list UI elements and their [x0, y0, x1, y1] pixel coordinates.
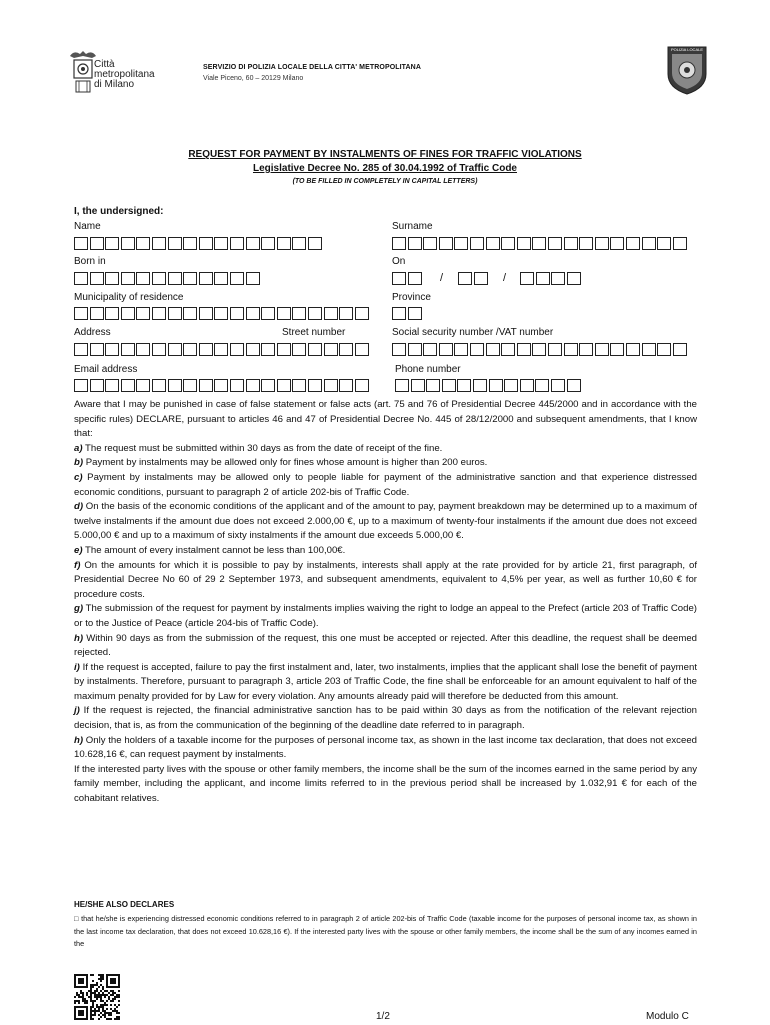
char-box[interactable]: [121, 343, 135, 356]
char-box[interactable]: [183, 272, 197, 285]
char-box[interactable]: [657, 343, 671, 356]
char-box[interactable]: [168, 343, 182, 356]
char-box[interactable]: [392, 237, 406, 250]
char-box[interactable]: [535, 379, 549, 392]
item-key: b): [74, 457, 84, 469]
char-box[interactable]: [183, 237, 197, 250]
char-box[interactable]: [551, 379, 565, 392]
item-text: Within 90 days as from the submission of the request, this one must be accepted or rejected. After this deadline, the request shall be deemed rejected.: [74, 632, 697, 659]
char-box[interactable]: [486, 343, 500, 356]
declaration-final: If the interested party lives with the spouse or other family members, the income shall be the sum of the incomes earned in the same period by any family member, including the applicant, and income limits referred to in the previous period shall be increased by 1.032,91 € for each of the cohabitant relatives.: [74, 763, 697, 805]
char-box[interactable]: [595, 343, 609, 356]
address-label: Address: [74, 327, 111, 338]
char-box[interactable]: [439, 343, 453, 356]
item-text: Payment by instalments may be allowed only to people liable for payment of the administrative sanction and that experience distressed economic conditions, pursuant to paragraph 2 of article 202-bis of Traffic Code.: [74, 471, 697, 498]
service-address: Viale Piceno, 60 – 20129 Milano: [203, 75, 304, 82]
char-box[interactable]: [408, 307, 422, 320]
char-box[interactable]: [121, 307, 135, 320]
surname-label: Surname: [392, 221, 433, 232]
item-text: The amount of every instalment cannot be less than 100,00€.: [82, 544, 346, 556]
province-input[interactable]: [392, 307, 422, 320]
email-label: Email address: [74, 364, 138, 375]
char-box[interactable]: [74, 307, 88, 320]
char-box[interactable]: [292, 237, 306, 250]
char-box[interactable]: [408, 272, 422, 285]
surname-input[interactable]: [392, 237, 687, 250]
police-badge: [665, 44, 709, 96]
char-box[interactable]: [214, 307, 228, 320]
char-box[interactable]: [199, 272, 213, 285]
char-box[interactable]: [90, 343, 104, 356]
module-label: Modulo C: [646, 1011, 689, 1022]
char-box[interactable]: [324, 307, 338, 320]
char-box[interactable]: [261, 343, 275, 356]
char-box[interactable]: [152, 272, 166, 285]
char-box[interactable]: [183, 343, 197, 356]
char-box[interactable]: [355, 343, 369, 356]
char-box[interactable]: [308, 379, 322, 392]
char-box[interactable]: [246, 237, 260, 250]
char-box[interactable]: [90, 379, 104, 392]
street-number-label: Street number: [282, 327, 346, 338]
char-box[interactable]: [355, 379, 369, 392]
address-input[interactable]: [74, 343, 369, 356]
char-box[interactable]: [199, 307, 213, 320]
item-key: h): [74, 734, 84, 746]
char-box[interactable]: [90, 272, 104, 285]
phone-label: Phone number: [395, 364, 461, 375]
char-box[interactable]: [517, 343, 531, 356]
char-box[interactable]: [548, 237, 562, 250]
char-box[interactable]: [136, 272, 150, 285]
char-box[interactable]: [121, 272, 135, 285]
char-box[interactable]: [277, 379, 291, 392]
char-box[interactable]: [567, 379, 581, 392]
char-box[interactable]: [168, 272, 182, 285]
declaration-item: [74, 632, 697, 661]
char-box[interactable]: [564, 343, 578, 356]
char-box[interactable]: [214, 379, 228, 392]
logo-text-3: di Milano: [94, 79, 135, 90]
item-key: c): [74, 471, 83, 483]
char-box[interactable]: [626, 343, 640, 356]
item-text: The submission of the request for payment by instalments implies waiving the right to lodge an appeal to the Prefect (article 203 of Traffic Code) or to the Justice of Peace (article 204-bis of Traffic Code).: [74, 603, 697, 629]
born-in-input[interactable]: [74, 272, 260, 285]
char-box[interactable]: [214, 237, 228, 250]
char-box[interactable]: [395, 379, 409, 392]
declaration-item: [74, 471, 697, 500]
char-box[interactable]: [339, 379, 353, 392]
municipality-input[interactable]: [74, 307, 369, 320]
char-box[interactable]: [230, 272, 244, 285]
char-box[interactable]: [261, 307, 275, 320]
email-input[interactable]: [74, 379, 369, 392]
char-box[interactable]: [408, 237, 422, 250]
char-box[interactable]: [105, 379, 119, 392]
qr-code-icon: [74, 974, 120, 1020]
char-box[interactable]: [442, 379, 456, 392]
undersigned-label: I, the undersigned:: [74, 206, 164, 217]
declaration-item: [74, 734, 697, 763]
date-separator: /: [440, 272, 444, 284]
form-subtitle: Legislative Decree No. 285 of 30.04.1992 of Traffic Code: [252, 163, 517, 174]
declaration-item: [74, 442, 697, 457]
char-box[interactable]: [489, 379, 503, 392]
birth-year-input[interactable]: [520, 272, 581, 285]
char-box[interactable]: [261, 237, 275, 250]
char-box[interactable]: [673, 237, 687, 250]
char-box[interactable]: [439, 237, 453, 250]
char-box[interactable]: [277, 343, 291, 356]
service-title: SERVIZIO DI POLIZIA LOCALE DELLA CITTA' METROPOLITANA: [203, 64, 421, 71]
item-key: i): [74, 661, 80, 673]
char-box[interactable]: [214, 343, 228, 356]
char-box[interactable]: [579, 343, 593, 356]
char-box[interactable]: [199, 343, 213, 356]
char-box[interactable]: [292, 379, 306, 392]
char-box[interactable]: [308, 307, 322, 320]
char-box[interactable]: [90, 237, 104, 250]
char-box[interactable]: [74, 272, 88, 285]
char-box[interactable]: [183, 307, 197, 320]
char-box[interactable]: [292, 307, 306, 320]
char-box[interactable]: [423, 237, 437, 250]
char-box[interactable]: [230, 343, 244, 356]
declaration-intro: Aware that I may be punished in case of false statement or false acts (art. 75 and 76 of Presidential Decree 445/2000 and in accordance with the specific rules) DECLARE, pursuant to articles 46 and 47 of Presidential Decree No. 445 of 28/12/2000 and subsequent amendments, that I know that:: [74, 399, 697, 440]
date-separator: /: [503, 272, 507, 284]
char-box[interactable]: [105, 307, 119, 320]
char-box[interactable]: [392, 272, 406, 285]
char-box[interactable]: [567, 272, 581, 285]
item-key: f): [74, 559, 81, 571]
char-box[interactable]: [551, 272, 565, 285]
ssn-label: Social security number /VAT number: [392, 327, 554, 338]
char-box[interactable]: [246, 307, 260, 320]
char-box[interactable]: [214, 272, 228, 285]
char-box[interactable]: [230, 237, 244, 250]
char-box[interactable]: [520, 379, 534, 392]
char-box[interactable]: [105, 237, 119, 250]
char-box[interactable]: [74, 343, 88, 356]
char-box[interactable]: [504, 379, 518, 392]
char-box[interactable]: [136, 237, 150, 250]
declaration-item: [74, 661, 697, 705]
char-box[interactable]: [517, 237, 531, 250]
ssn-input[interactable]: [392, 343, 687, 356]
born-in-label: Born in: [74, 256, 106, 267]
char-box[interactable]: [520, 272, 534, 285]
char-box[interactable]: [501, 237, 515, 250]
logo-text-1: Città: [94, 59, 115, 70]
char-box[interactable]: [136, 379, 150, 392]
char-box[interactable]: [246, 379, 260, 392]
char-box[interactable]: [610, 343, 624, 356]
declaration-item: [74, 704, 697, 733]
char-box[interactable]: [457, 379, 471, 392]
char-box[interactable]: [408, 343, 422, 356]
province-label: Province: [392, 292, 431, 303]
char-box[interactable]: [548, 343, 562, 356]
page-number: 1/2: [376, 1011, 390, 1022]
char-box[interactable]: [152, 379, 166, 392]
municipality-label: Municipality of residence: [74, 292, 184, 303]
char-box[interactable]: [474, 272, 488, 285]
char-box[interactable]: [324, 379, 338, 392]
char-box[interactable]: [168, 307, 182, 320]
char-box[interactable]: [90, 307, 104, 320]
char-box[interactable]: [199, 237, 213, 250]
item-text: On the basis of the economic conditions of the applicant and of the amount to pay, payment breakdown may be determined up to a maximum of twelve instalments if the amount due does not exceed 2.000,00 €, up to a maximum of twenty-four instalments if the amount due does not exceed 5.000,00 € and up to a maximum of sixty instalments if the amount due exceeds 5.000,00 €.: [74, 501, 697, 542]
logo: [66, 48, 186, 94]
char-box[interactable]: [470, 343, 484, 356]
char-box[interactable]: [136, 307, 150, 320]
char-box[interactable]: [152, 343, 166, 356]
char-box[interactable]: [74, 379, 88, 392]
char-box[interactable]: [579, 237, 593, 250]
name-input[interactable]: [74, 237, 322, 250]
char-box[interactable]: [392, 307, 406, 320]
char-box[interactable]: [308, 237, 322, 250]
declaration-items: [74, 442, 697, 763]
char-box[interactable]: [152, 237, 166, 250]
char-box[interactable]: [532, 343, 546, 356]
char-box[interactable]: [610, 237, 624, 250]
logo-text-2: metropolitana: [94, 69, 155, 80]
item-text: The request must be submitted within 30 days as from the date of receipt of the fine.: [82, 442, 443, 454]
item-text: If the request is rejected, the financial administrative sanction has to be paid within 30 days as from the notification of the relevant rejection decision, that is, as from the communication of the beginning of the deadline date referred to in paragraph.: [74, 705, 697, 732]
char-box[interactable]: [486, 237, 500, 250]
char-box[interactable]: [642, 343, 656, 356]
also-declares-heading: HE/SHE ALSO DECLARES: [74, 900, 175, 909]
char-box[interactable]: [308, 343, 322, 356]
char-box[interactable]: [642, 237, 656, 250]
item-text: Only the holders of a taxable income for the purposes of personal income tax, as shown in the last income tax declaration, that does not exceed 10.628,16 €, can request payment by instalments.: [74, 734, 697, 761]
char-box[interactable]: [261, 379, 275, 392]
item-text: If the request is accepted, failure to pay the first instalment and, later, two instalments, implies that the applicant shall lose the benefit of payment by instalments. Therefore, pursuant to paragraph 3, article 203 of Traffic Code, the fine shall be enforceable for an amount equivalent to half of the maximum penalty provided for by Law for every violation. Any amounts already paid will therefore be deducted from this amount.: [74, 661, 697, 702]
char-box[interactable]: [532, 237, 546, 250]
char-box[interactable]: [454, 343, 468, 356]
char-box[interactable]: [470, 237, 484, 250]
char-box[interactable]: [426, 379, 440, 392]
char-box[interactable]: [246, 272, 260, 285]
char-box[interactable]: [501, 343, 515, 356]
item-key: e): [74, 544, 83, 556]
also-declares-text: □ that he/she is experiencing distressed economic conditions referred to in paragraph 2 of article 202-bis of Traffic Code (taxable income for the purposes of personal income tax, as shown in the last income tax declaration, that does not exceed 10.628,16 €). If the interested party lives with the spouse or other family members, the income shall be the sum of any incomes earned in the: [74, 914, 697, 949]
char-box[interactable]: [105, 343, 119, 356]
qr-code: [74, 974, 120, 1025]
char-box[interactable]: [411, 379, 425, 392]
form-instruction: (TO BE FILLED IN COMPLETELY IN CAPITAL LETTERS): [292, 178, 478, 185]
birth-date-label: On: [392, 256, 406, 267]
phone-input[interactable]: [395, 379, 581, 392]
declaration-item: [74, 456, 697, 471]
char-box[interactable]: [277, 237, 291, 250]
char-box[interactable]: [168, 379, 182, 392]
item-key: a): [74, 442, 83, 454]
declaration-body: [74, 398, 697, 807]
char-box[interactable]: [183, 379, 197, 392]
char-box[interactable]: [458, 272, 472, 285]
badge-text: POLIZIA LOCALE: [670, 47, 703, 52]
form-title: REQUEST FOR PAYMENT BY INSTALMENTS OF FINES FOR TRAFFIC VIOLATIONS: [188, 149, 582, 160]
item-text: Payment by instalments may be allowed only for fines whose amount is higher than 200 euros.: [83, 457, 488, 469]
char-box[interactable]: [657, 237, 671, 250]
char-box[interactable]: [230, 379, 244, 392]
name-label: Name: [74, 221, 101, 232]
item-key: g): [74, 603, 84, 615]
declaration-item: [74, 544, 697, 559]
char-box[interactable]: [152, 307, 166, 320]
item-key: d): [74, 501, 84, 513]
declaration-item: [74, 500, 697, 544]
item-key: h): [74, 632, 84, 644]
item-text: On the amounts for which it is possible to pay by instalments, interests shall apply at the rate provided for by article 21, first paragraph, of Presidential Decree No 60 of 29 2 September 1973, and subsequent amendments, equivalent to 4,5% per year, as well as further 10,60 € for procedure costs.: [74, 559, 697, 600]
char-box[interactable]: [392, 343, 406, 356]
char-box[interactable]: [355, 307, 369, 320]
char-box[interactable]: [626, 237, 640, 250]
char-box[interactable]: [121, 379, 135, 392]
declaration-item: [74, 559, 697, 603]
char-box[interactable]: [246, 343, 260, 356]
birth-month-input[interactable]: [458, 272, 488, 285]
char-box[interactable]: [564, 237, 578, 250]
char-box[interactable]: [277, 307, 291, 320]
char-box[interactable]: [324, 343, 338, 356]
char-box[interactable]: [454, 237, 468, 250]
char-box[interactable]: [105, 272, 119, 285]
char-box[interactable]: [121, 237, 135, 250]
char-box[interactable]: [423, 343, 437, 356]
char-box[interactable]: [136, 343, 150, 356]
char-box[interactable]: [673, 343, 687, 356]
char-box[interactable]: [292, 343, 306, 356]
char-box[interactable]: [536, 272, 550, 285]
item-key: j): [74, 705, 80, 717]
char-box[interactable]: [230, 307, 244, 320]
birth-day-input[interactable]: [392, 272, 422, 285]
char-box[interactable]: [339, 343, 353, 356]
char-box[interactable]: [595, 237, 609, 250]
declaration-item: [74, 602, 697, 631]
char-box[interactable]: [168, 237, 182, 250]
char-box[interactable]: [473, 379, 487, 392]
char-box[interactable]: [199, 379, 213, 392]
char-box[interactable]: [339, 307, 353, 320]
char-box[interactable]: [74, 237, 88, 250]
